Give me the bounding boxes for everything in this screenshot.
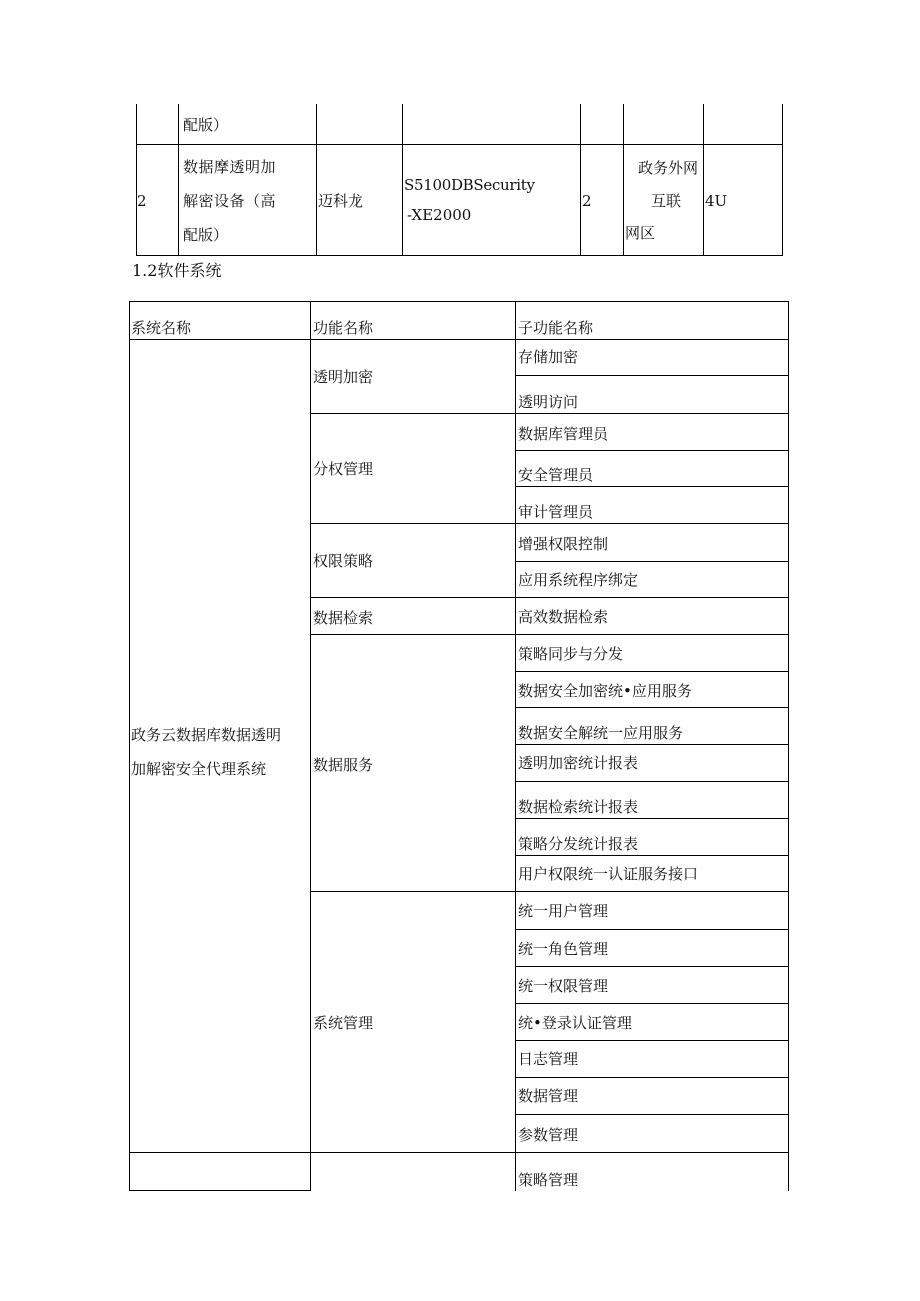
- sw-subfunction: 安全管理员: [518, 466, 594, 484]
- sw-subfunction: 统一角色管理: [518, 940, 609, 958]
- sw-sub-divider: [515, 1003, 789, 1004]
- sw-subfunction: 数据安全加密统•应用服务: [518, 682, 692, 700]
- sw-subfunction: 存储加密: [518, 348, 579, 366]
- hw-model: [404, 170, 580, 230]
- sw-sub-divider: [515, 671, 789, 672]
- sw-system-name-line: 加解密安全代理系统: [131, 760, 267, 778]
- hw-col-line: [623, 104, 624, 256]
- sw-sub-divider: [515, 1077, 789, 1078]
- sw-right-border: [788, 301, 789, 1191]
- hw-device-name: [183, 150, 313, 252]
- hw-zone-line: 政务外网: [637, 159, 698, 177]
- hw-vendor: 迈科龙: [318, 192, 364, 210]
- hw-model-line: -XE2000: [407, 206, 472, 224]
- sw-col-line: [310, 301, 311, 1191]
- sw-group-divider: [310, 523, 789, 524]
- sw-group-divider: [310, 634, 789, 635]
- sw-subfunction: 数据检索统计报表: [518, 798, 639, 816]
- sw-subfunction: 增强权限控制: [518, 535, 609, 553]
- sw-group-divider: [310, 891, 789, 892]
- sw-group-divider: [310, 413, 789, 414]
- hw-col-line: [580, 104, 581, 256]
- sw-subfunction: 统一权限管理: [518, 977, 609, 995]
- sw-subfunction: 策略同步与分发: [518, 645, 624, 663]
- sw-subfunction: 审计管理员: [518, 503, 594, 521]
- sw-function-name: 数据检索: [313, 609, 374, 627]
- hw-model-line: S5100DBSecurity: [404, 176, 535, 194]
- hw-row-divider: [136, 144, 783, 145]
- sw-sub-divider: [515, 1114, 789, 1115]
- hw-quantity: 2: [582, 192, 592, 210]
- hw-col-line: [782, 104, 783, 256]
- sw-sub-divider: [515, 855, 789, 856]
- sw-sub-divider: [515, 781, 789, 782]
- sw-sub-divider: [515, 486, 789, 487]
- hw-col-line: [178, 104, 179, 256]
- sw-function-name: 系统管理: [313, 1014, 374, 1032]
- sw-partial-bottom: [129, 1190, 311, 1191]
- sw-header-bottom: [129, 339, 789, 340]
- hw-col-line: [703, 104, 704, 256]
- sw-subfunction: 透明加密统计报表: [518, 754, 639, 772]
- sw-sub-divider: [515, 707, 789, 708]
- sw-header-subfunction: 子功能名称: [518, 319, 594, 337]
- hw-device-name-line: 配版）: [183, 226, 229, 244]
- hw-device-name-line: 解密设备（高: [183, 192, 277, 210]
- sw-sub-divider: [515, 1040, 789, 1041]
- hw-table-bottom: [136, 255, 783, 256]
- hw-partial-name: 配版）: [183, 116, 229, 134]
- hw-device-name-line: 数据摩透明加: [183, 158, 277, 176]
- sw-header-function: 功能名称: [313, 319, 374, 337]
- sw-subfunction: 透明访问: [518, 393, 579, 411]
- sw-function-name: 数据服务: [313, 756, 374, 774]
- sw-subfunction: 参数管理: [518, 1126, 579, 1144]
- sw-sub-divider: [515, 929, 789, 930]
- sw-col-line: [515, 301, 516, 1191]
- sw-subfunction: 应用系统程序绑定: [518, 571, 639, 589]
- sw-sub-divider: [515, 744, 789, 745]
- sw-group-divider: [310, 597, 789, 598]
- sw-function-name: 权限策略: [313, 552, 374, 570]
- hw-zone-line: 网区: [625, 224, 656, 242]
- hw-row-index: 2: [137, 192, 147, 210]
- hw-zone: [625, 150, 703, 250]
- hw-zone-line: 互联: [650, 192, 681, 210]
- sw-subfunction: 日志管理: [518, 1050, 579, 1068]
- sw-row-divider: [129, 1152, 789, 1153]
- sw-system-name-line: 政务云数据库数据透明: [131, 726, 282, 744]
- sw-function-name: 分权管理: [313, 460, 374, 478]
- sw-sub-divider: [515, 966, 789, 967]
- sw-system-name: [131, 718, 309, 786]
- sw-subfunction: 数据库管理员: [518, 425, 609, 443]
- hw-col-line: [136, 104, 137, 256]
- sw-subfunction: 策略分发统计报表: [518, 835, 639, 853]
- sw-top-border: [129, 301, 789, 302]
- section-heading: 1.2软件系统: [132, 261, 222, 280]
- sw-subfunction: 策略管理: [518, 1171, 579, 1189]
- sw-subfunction: 数据管理: [518, 1087, 579, 1105]
- sw-subfunction: 统•登录认证管理: [518, 1014, 632, 1032]
- sw-left-border: [129, 301, 130, 1191]
- hw-size: 4U: [705, 192, 728, 210]
- sw-subfunction: 数据安全解统一应用服务: [518, 724, 684, 742]
- sw-sub-divider: [515, 375, 789, 376]
- sw-sub-divider: [515, 818, 789, 819]
- hw-col-line: [402, 104, 403, 256]
- sw-sub-divider: [515, 450, 789, 451]
- sw-subfunction: 用户权限统一认证服务接口: [518, 865, 699, 883]
- sw-sub-divider: [515, 561, 789, 562]
- sw-subfunction: 统一用户管理: [518, 902, 609, 920]
- sw-subfunction: 高效数据检索: [518, 608, 609, 626]
- hw-col-line: [316, 104, 317, 256]
- sw-header-system: 系统名称: [131, 319, 192, 337]
- sw-function-name: 透明加密: [313, 368, 374, 386]
